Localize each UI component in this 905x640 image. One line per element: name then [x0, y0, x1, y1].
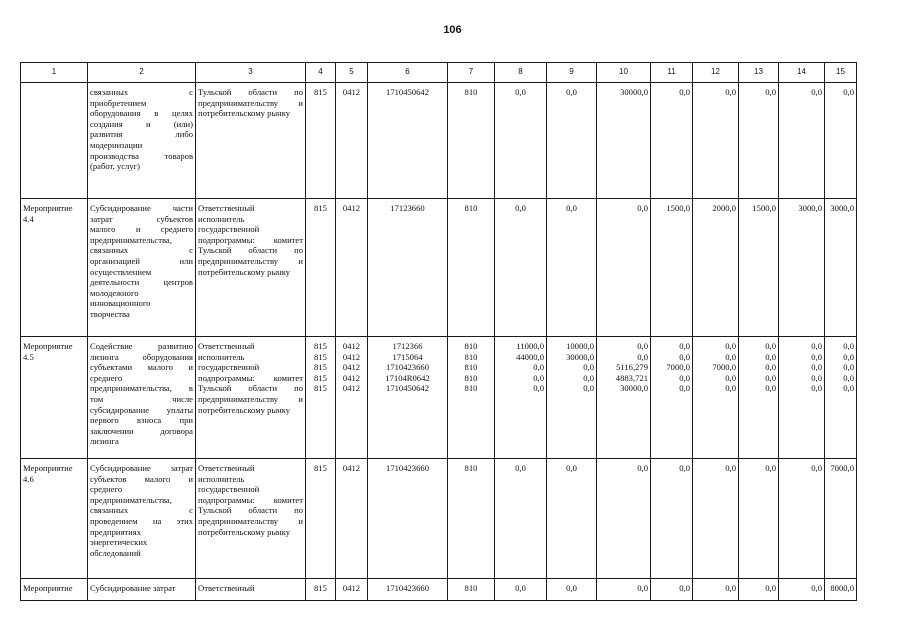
activity-description-cell-line: творчества: [90, 308, 130, 319]
activity-name-cell: [21, 83, 88, 199]
executor-cell-line: Тульской области по: [198, 87, 303, 97]
activity-description-cell-line: лизинга оборудования: [90, 351, 193, 362]
header-cell: 12: [693, 63, 739, 83]
executor-cell-line: предпринимательству и: [198, 255, 303, 266]
value-cell-9-value: 0,0: [566, 583, 577, 593]
value-cell-13-value: 0,0: [765, 351, 776, 362]
executor-cell-line: Тульской области по: [198, 383, 303, 394]
value-cell-10: [597, 83, 651, 199]
activity-name-cell-line: Мероприятие: [23, 463, 73, 473]
value-cell-14-value: 3000,0: [798, 203, 822, 213]
value-cell-8-value: 44000,0: [516, 351, 544, 362]
value-cell-15-value: 0,0: [843, 341, 854, 351]
value-cell-14-value: 0,0: [811, 87, 822, 97]
value-cell-13-value: 0,0: [765, 362, 776, 373]
value-cell-15-value: 0,0: [843, 383, 854, 394]
activity-description-cell-line: проведением на этих: [90, 515, 193, 526]
value-cell-12: [693, 83, 739, 199]
value-cell-8: [495, 83, 547, 199]
activity-description-cell: [88, 579, 196, 601]
value-cell-14-value: 0,0: [811, 372, 822, 383]
value-cell-5-value: 0412: [342, 383, 361, 394]
value-cell-12-value: 0,0: [725, 87, 736, 97]
value-cell-6: [368, 199, 448, 337]
activity-description-cell-line: связанных с: [90, 505, 193, 516]
value-cell-13-value: 1500,0: [752, 203, 776, 213]
value-cell-8-value: 0,0: [533, 372, 544, 383]
value-cell-10-value: 0,0: [637, 203, 648, 213]
value-cell-8-value: 0,0: [515, 203, 526, 213]
value-cell-9-value: 0,0: [583, 383, 594, 394]
value-cell-11-value: 0,0: [679, 341, 690, 351]
executor-cell-line: Тульской области по: [198, 245, 303, 256]
executor-cell-line: потребительскому рынку: [198, 526, 291, 537]
value-cell-12-value: 0,0: [725, 383, 736, 394]
value-cell-7-value: 810: [464, 372, 478, 383]
value-cell-5: [336, 337, 368, 459]
executor-cell-line: государственной: [198, 362, 260, 373]
value-cell-4-value: 815: [314, 383, 327, 394]
activity-description-cell-line: предпринимательства,: [90, 494, 172, 505]
executor-cell: [196, 459, 306, 579]
activity-name-cell-line: Мероприятие: [23, 341, 73, 351]
header-cell: 3: [196, 63, 306, 83]
activity-description-cell-line: первого взноса при: [90, 415, 193, 426]
activity-name-cell-line: 4.4: [23, 213, 34, 224]
value-cell-7: [448, 83, 495, 199]
value-cell-5-value: 0412: [342, 362, 361, 373]
activity-description-cell-line: осуществлением: [90, 266, 152, 277]
value-cell-4-value: 815: [314, 203, 327, 213]
executor-cell-line: предпринимательству и: [198, 97, 303, 108]
activity-description-cell-line: организацией или: [90, 255, 193, 266]
header-row: [21, 63, 857, 83]
table-row: [21, 337, 857, 459]
value-cell-11-value: 0,0: [679, 351, 690, 362]
value-cell-12-value: 0,0: [725, 341, 736, 351]
value-cell-4-value: 815: [314, 463, 327, 473]
value-cell-14-value: 0,0: [811, 341, 822, 351]
value-cell-15-value: 3000,0: [830, 203, 854, 213]
value-cell-9-value: 10000,0: [566, 341, 594, 351]
value-cell-6: [368, 337, 448, 459]
activity-description-cell-line: инновационного: [90, 298, 151, 309]
value-cell-13: [739, 459, 779, 579]
executor-cell-line: исполнитель: [198, 351, 245, 362]
value-cell-7-value: 810: [464, 383, 478, 394]
activity-description-cell-line: том числе: [90, 393, 193, 404]
value-cell-11: [651, 459, 693, 579]
value-cell-7-value: 810: [464, 351, 478, 362]
activity-description-cell: [88, 337, 196, 459]
budget-table: [20, 62, 857, 601]
activity-description-cell-line: создания и (или): [90, 118, 193, 129]
activity-name-cell: [21, 199, 88, 337]
value-cell-6-value: 17104R0642: [385, 372, 430, 383]
value-cell-5-value: 0412: [342, 372, 361, 383]
executor-cell-line: потребительскому рынку: [198, 266, 291, 277]
value-cell-12-value: 2000,0: [712, 203, 736, 213]
executor-cell-line: потребительскому рынку: [198, 108, 291, 119]
value-cell-11: [651, 199, 693, 337]
table-row: [21, 83, 857, 199]
value-cell-11-value: 1500,0: [666, 203, 690, 213]
value-cell-9: [547, 459, 597, 579]
header-cell: 1: [21, 63, 88, 83]
value-cell-6-value: 1712366: [392, 341, 423, 351]
value-cell-14-value: 0,0: [811, 583, 822, 593]
value-cell-4: [306, 337, 336, 459]
value-cell-9: [547, 83, 597, 199]
executor-cell-line: Ответственный: [198, 203, 255, 213]
value-cell-6: [368, 459, 448, 579]
activity-description-cell-line: производства товаров: [90, 150, 193, 161]
value-cell-14-value: 0,0: [811, 463, 822, 473]
value-cell-15: [825, 337, 857, 459]
value-cell-13: [739, 199, 779, 337]
value-cell-4-value: 815: [314, 351, 327, 362]
value-cell-10-value: 30000,0: [620, 383, 648, 394]
activity-name-cell-line: Мероприятие: [23, 203, 73, 213]
header-cell: 11: [651, 63, 693, 83]
value-cell-5-value: 0412: [342, 583, 361, 593]
value-cell-14: [779, 83, 825, 199]
value-cell-5-value: 0412: [342, 463, 361, 473]
value-cell-6-value: 1710423660: [386, 463, 429, 473]
header-cell: 13: [739, 63, 779, 83]
value-cell-10: [597, 459, 651, 579]
activity-description-cell: [88, 199, 196, 337]
value-cell-14: [779, 579, 825, 601]
value-cell-11-value: 0,0: [679, 87, 690, 97]
executor-cell-line: подпрограммы: комитет: [198, 372, 303, 383]
value-cell-13-value: 0,0: [765, 87, 776, 97]
value-cell-7-value: 810: [464, 463, 478, 473]
header-cell: 5: [336, 63, 368, 83]
activity-description-cell-line: предпринимательства, в: [90, 383, 193, 394]
value-cell-7-value: 810: [464, 583, 478, 593]
activity-name-cell-line: 4.6: [23, 473, 34, 484]
executor-cell-line: исполнитель: [198, 473, 245, 484]
executor-cell-line: государственной: [198, 224, 260, 235]
activity-description-cell-line: связанных с: [90, 245, 193, 256]
executor-cell-line: предпринимательству и: [198, 393, 303, 404]
activity-description-cell-line: заключении договора: [90, 425, 193, 436]
value-cell-11: [651, 579, 693, 601]
executor-cell-line: подпрограммы: комитет: [198, 494, 303, 505]
value-cell-7: [448, 459, 495, 579]
executor-cell-line: Тульской области по: [198, 505, 303, 516]
value-cell-14-value: 0,0: [811, 383, 822, 394]
value-cell-12-value: 0,0: [725, 463, 736, 473]
value-cell-9: [547, 337, 597, 459]
value-cell-12-value: 7000,0: [712, 362, 736, 373]
activity-description-cell-line: субъектами малого и: [90, 362, 193, 373]
value-cell-13-value: 0,0: [765, 372, 776, 383]
executor-cell: [196, 83, 306, 199]
value-cell-15: [825, 579, 857, 601]
header-cell: 7: [448, 63, 495, 83]
value-cell-12: [693, 459, 739, 579]
activity-description-cell-line: субъектов малого и: [90, 473, 193, 484]
value-cell-9-value: 30000,0: [566, 351, 594, 362]
activity-name-cell: [21, 337, 88, 459]
value-cell-14-value: 0,0: [811, 362, 822, 373]
activity-description-cell-line: Субсидирование части: [90, 203, 193, 213]
value-cell-10-value: 0,0: [637, 463, 648, 473]
value-cell-9-value: 0,0: [583, 372, 594, 383]
value-cell-15-value: 0,0: [843, 351, 854, 362]
value-cell-12: [693, 579, 739, 601]
value-cell-8-value: 0,0: [533, 362, 544, 373]
value-cell-14: [779, 459, 825, 579]
value-cell-6: [368, 579, 448, 601]
activity-description-cell-line: деятельности центров: [90, 277, 193, 288]
activity-description-cell-line: малого и среднего: [90, 224, 193, 235]
value-cell-8: [495, 579, 547, 601]
executor-cell-line: Ответственный: [198, 463, 255, 473]
value-cell-10: [597, 337, 651, 459]
value-cell-7-value: 810: [464, 362, 478, 373]
value-cell-8: [495, 337, 547, 459]
executor-cell-line: потребительскому рынку: [198, 404, 291, 415]
value-cell-11: [651, 337, 693, 459]
activity-description-cell-line: предприятиях: [90, 526, 142, 537]
value-cell-10-value: 0,0: [637, 351, 648, 362]
header-cell: 15: [825, 63, 857, 83]
activity-description-cell-line: субсидирование уплаты: [90, 404, 193, 415]
value-cell-13: [739, 579, 779, 601]
value-cell-13-value: 0,0: [765, 383, 776, 394]
executor-cell-line: исполнитель: [198, 213, 245, 224]
value-cell-12: [693, 199, 739, 337]
activity-name-cell: [21, 459, 88, 579]
executor-cell: [196, 579, 306, 601]
value-cell-9-value: 0,0: [566, 87, 577, 97]
value-cell-5: [336, 199, 368, 337]
value-cell-12-value: 0,0: [725, 351, 736, 362]
header-cell: 6: [368, 63, 448, 83]
table-row: [21, 199, 857, 337]
value-cell-14-value: 0,0: [811, 351, 822, 362]
value-cell-5: [336, 83, 368, 199]
value-cell-11-value: 0,0: [679, 583, 690, 593]
header-cell: 2: [88, 63, 196, 83]
value-cell-8-value: 11000,0: [516, 341, 544, 351]
value-cell-4-value: 815: [314, 372, 327, 383]
value-cell-15-value: 0,0: [843, 87, 854, 97]
table-row: [21, 579, 857, 601]
activity-description-cell-line: среднего: [90, 484, 123, 495]
value-cell-4: [306, 579, 336, 601]
value-cell-6-value: 17123660: [390, 203, 425, 213]
value-cell-13-value: 0,0: [765, 463, 776, 473]
value-cell-15-value: 8000,0: [830, 583, 854, 593]
value-cell-14: [779, 199, 825, 337]
value-cell-15: [825, 83, 857, 199]
value-cell-10: [597, 199, 651, 337]
value-cell-10-value: 5116,279: [616, 362, 648, 373]
executor-cell: [196, 199, 306, 337]
value-cell-5-value: 0412: [342, 351, 361, 362]
value-cell-12: [693, 337, 739, 459]
activity-description-cell-line: обследований: [90, 547, 141, 558]
activity-description-cell-line: молодежного: [90, 287, 139, 298]
value-cell-4: [306, 459, 336, 579]
activity-description-cell-line: связанных с: [90, 87, 193, 97]
value-cell-4: [306, 83, 336, 199]
value-cell-13-value: 0,0: [765, 583, 776, 593]
activity-description-cell-line: лизинга: [90, 436, 119, 447]
value-cell-7-value: 810: [464, 341, 478, 351]
value-cell-4: [306, 199, 336, 337]
activity-description-cell: [88, 459, 196, 579]
value-cell-8-value: 0,0: [533, 383, 544, 394]
value-cell-15-value: 0,0: [843, 362, 854, 373]
value-cell-6-value: 1710450642: [386, 383, 429, 394]
value-cell-5-value: 0412: [342, 203, 361, 213]
value-cell-8-value: 0,0: [515, 463, 526, 473]
value-cell-10-value: 0,0: [637, 583, 648, 593]
activity-description-cell-line: Субсидирование затрат: [90, 463, 193, 473]
activity-description-cell-line: энергетических: [90, 537, 148, 548]
value-cell-6-value: 1710450642: [386, 87, 429, 97]
activity-description-cell-line: (работ, услуг): [90, 161, 141, 172]
activity-description-cell-line: Содействие развитию: [90, 341, 193, 351]
executor-cell-line: предпринимательству и: [198, 515, 303, 526]
activity-description-cell-line: модернизации: [90, 139, 143, 150]
executor-cell: [196, 337, 306, 459]
value-cell-11-value: 0,0: [679, 372, 690, 383]
activity-description-cell-line: развития либо: [90, 129, 193, 140]
value-cell-11: [651, 83, 693, 199]
activity-description-cell-line: оборудования в целях: [90, 108, 193, 119]
value-cell-12-value: 0,0: [725, 372, 736, 383]
value-cell-7: [448, 579, 495, 601]
value-cell-15-value: 7000,0: [830, 463, 854, 473]
header-cell: 14: [779, 63, 825, 83]
executor-cell-line: Ответственный: [198, 341, 255, 351]
value-cell-6-value: 1715064: [392, 351, 423, 362]
value-cell-4-value: 815: [314, 87, 327, 97]
table-row: [21, 459, 857, 579]
value-cell-7-value: 810: [464, 203, 478, 213]
executor-cell-line: Ответственный: [198, 583, 255, 593]
header-cell: 10: [597, 63, 651, 83]
value-cell-12-value: 0,0: [725, 583, 736, 593]
activity-description-cell-line: предпринимательства,: [90, 234, 172, 245]
value-cell-9: [547, 199, 597, 337]
value-cell-8: [495, 459, 547, 579]
value-cell-6: [368, 83, 448, 199]
value-cell-13: [739, 337, 779, 459]
value-cell-9: [547, 579, 597, 601]
value-cell-9-value: 0,0: [566, 463, 577, 473]
value-cell-5-value: 0412: [342, 341, 361, 351]
header-cell: 9: [547, 63, 597, 83]
value-cell-7: [448, 199, 495, 337]
value-cell-13-value: 0,0: [765, 341, 776, 351]
value-cell-10-value: 30000,0: [620, 87, 648, 97]
value-cell-4-value: 815: [314, 341, 327, 351]
value-cell-5: [336, 459, 368, 579]
header-cell: 4: [306, 63, 336, 83]
activity-description-cell-line: приобретением: [90, 97, 147, 108]
activity-name-cell-line: 4.5: [23, 351, 34, 362]
value-cell-8-value: 0,0: [515, 583, 526, 593]
value-cell-15: [825, 199, 857, 337]
value-cell-14: [779, 337, 825, 459]
activity-description-cell-line: среднего: [90, 372, 123, 383]
value-cell-6-value: 1710423660: [386, 583, 429, 593]
value-cell-15-value: 0,0: [843, 372, 854, 383]
executor-cell-line: подпрограммы: комитет: [198, 234, 303, 245]
value-cell-6-value: 1710423660: [386, 362, 429, 373]
value-cell-15: [825, 459, 857, 579]
header-cell: 8: [495, 63, 547, 83]
activity-description-cell-line: Субсидирование затрат: [90, 583, 176, 593]
activity-name-cell-line: Мероприятие: [23, 583, 73, 593]
value-cell-10: [597, 579, 651, 601]
value-cell-7-value: 810: [464, 87, 478, 97]
value-cell-7: [448, 337, 495, 459]
activity-name-cell: [21, 579, 88, 601]
value-cell-10-value: 0,0: [637, 341, 648, 351]
value-cell-10-value: 4883,721: [615, 372, 648, 383]
value-cell-5: [336, 579, 368, 601]
value-cell-8: [495, 199, 547, 337]
value-cell-11-value: 0,0: [679, 383, 690, 394]
activity-description-cell: [88, 83, 196, 199]
value-cell-5-value: 0412: [342, 87, 361, 97]
executor-cell-line: государственной: [198, 484, 260, 495]
activity-description-cell-line: затрат субъектов: [90, 213, 193, 224]
page-number: 106: [443, 24, 462, 36]
value-cell-11-value: 7000,0: [666, 362, 690, 373]
value-cell-4-value: 815: [314, 362, 327, 373]
value-cell-11-value: 0,0: [679, 463, 690, 473]
value-cell-13: [739, 83, 779, 199]
value-cell-9-value: 0,0: [566, 203, 577, 213]
value-cell-9-value: 0,0: [583, 362, 594, 373]
value-cell-4-value: 815: [314, 583, 327, 593]
value-cell-8-value: 0,0: [515, 87, 526, 97]
